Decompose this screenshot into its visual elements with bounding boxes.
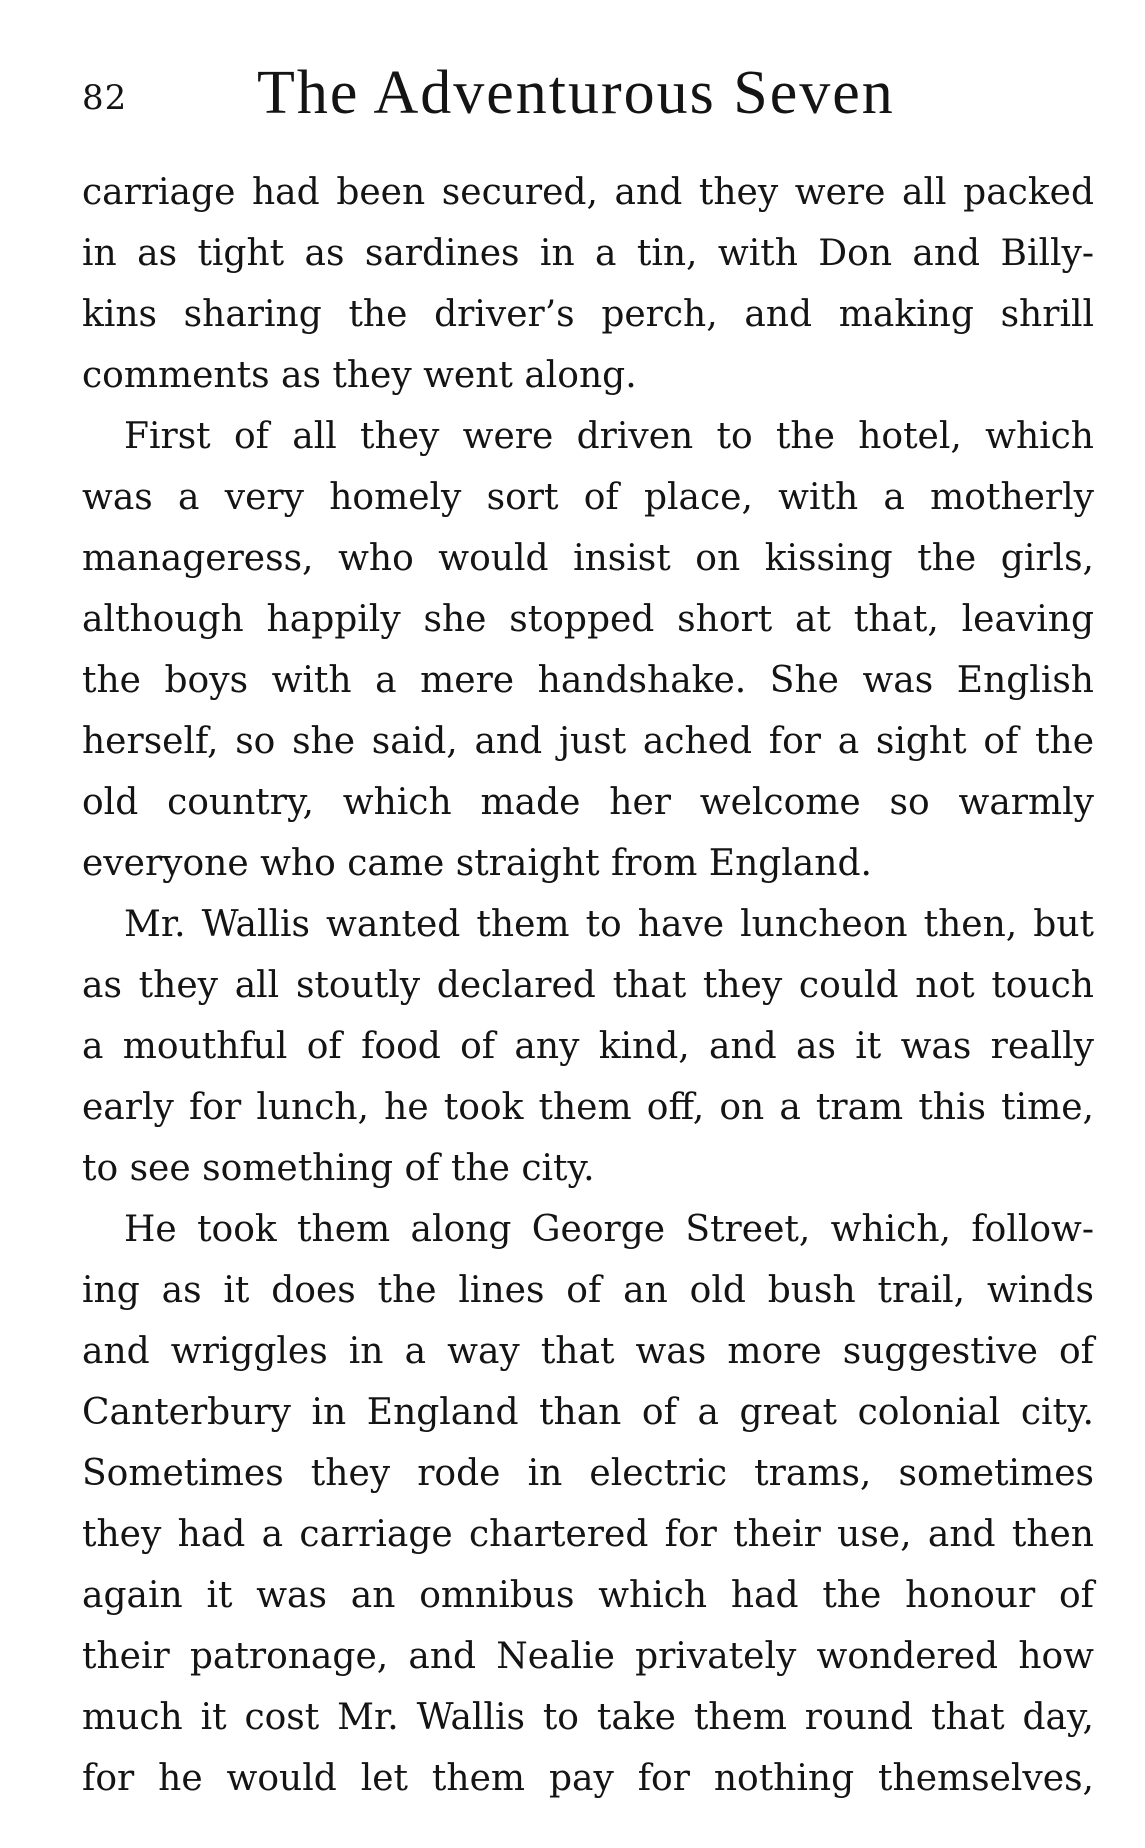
text-line: herself, so she said, and just ached for a sight of the (82, 721, 1094, 762)
text-line: for he would let them pay for nothing themselves, (82, 1758, 1094, 1799)
text-line: Mr. Wallis wanted them to have luncheon then, but (124, 904, 1094, 945)
text-line: to see something of the city. (82, 1148, 595, 1189)
text-line: the boys with a mere handshake. She was English (82, 660, 1094, 701)
text-line: a mouthful of food of any kind, and as it was really (82, 1026, 1094, 1067)
text-line: Sometimes they rode in electric trams, sometimes (82, 1453, 1094, 1494)
text-line: in as tight as sardines in a tin, with Don and Billy- (82, 233, 1094, 274)
text-line: and wriggles in a way that was more suggestive of (82, 1331, 1094, 1372)
text-line: everyone who came straight from England. (82, 843, 872, 884)
text-line: Canterbury in England than of a great colonial city. (82, 1392, 1094, 1433)
page-number: 82 (82, 78, 128, 118)
text-line: carriage had been secured, and they were all packed (82, 172, 1094, 213)
text-line: their patronage, and Nealie privately wondered how (82, 1636, 1094, 1677)
text-line: manageress, who would insist on kissing the girls, (82, 538, 1094, 579)
text-line: comments as they went along. (82, 355, 637, 396)
running-head (82, 58, 1082, 128)
text-line: ing as it does the lines of an old bush trail, winds (82, 1270, 1094, 1311)
text-line: was a very homely sort of place, with a motherly (82, 477, 1094, 518)
text-line: old country, which made her welcome so warmly (82, 782, 1094, 823)
book-title: The Adventurous Seven (257, 59, 895, 127)
body-text (82, 162, 1094, 1809)
text-line: as they all stoutly declared that they could not touch (82, 965, 1094, 1006)
text-line: again it was an omnibus which had the honour of (82, 1575, 1094, 1616)
text-line: kins sharing the driver’s perch, and making shrill (82, 294, 1094, 335)
text-line: early for lunch, he took them off, on a tram this time, (82, 1087, 1094, 1128)
text-line: First of all they were driven to the hotel, which (124, 416, 1094, 457)
text-line: although happily she stopped short at that, leaving (82, 599, 1094, 640)
text-line: they had a carriage chartered for their use, and then (82, 1514, 1094, 1555)
text-line: He took them along George Street, which, follow- (124, 1209, 1094, 1250)
text-line: much it cost Mr. Wallis to take them round that day, (82, 1697, 1094, 1738)
